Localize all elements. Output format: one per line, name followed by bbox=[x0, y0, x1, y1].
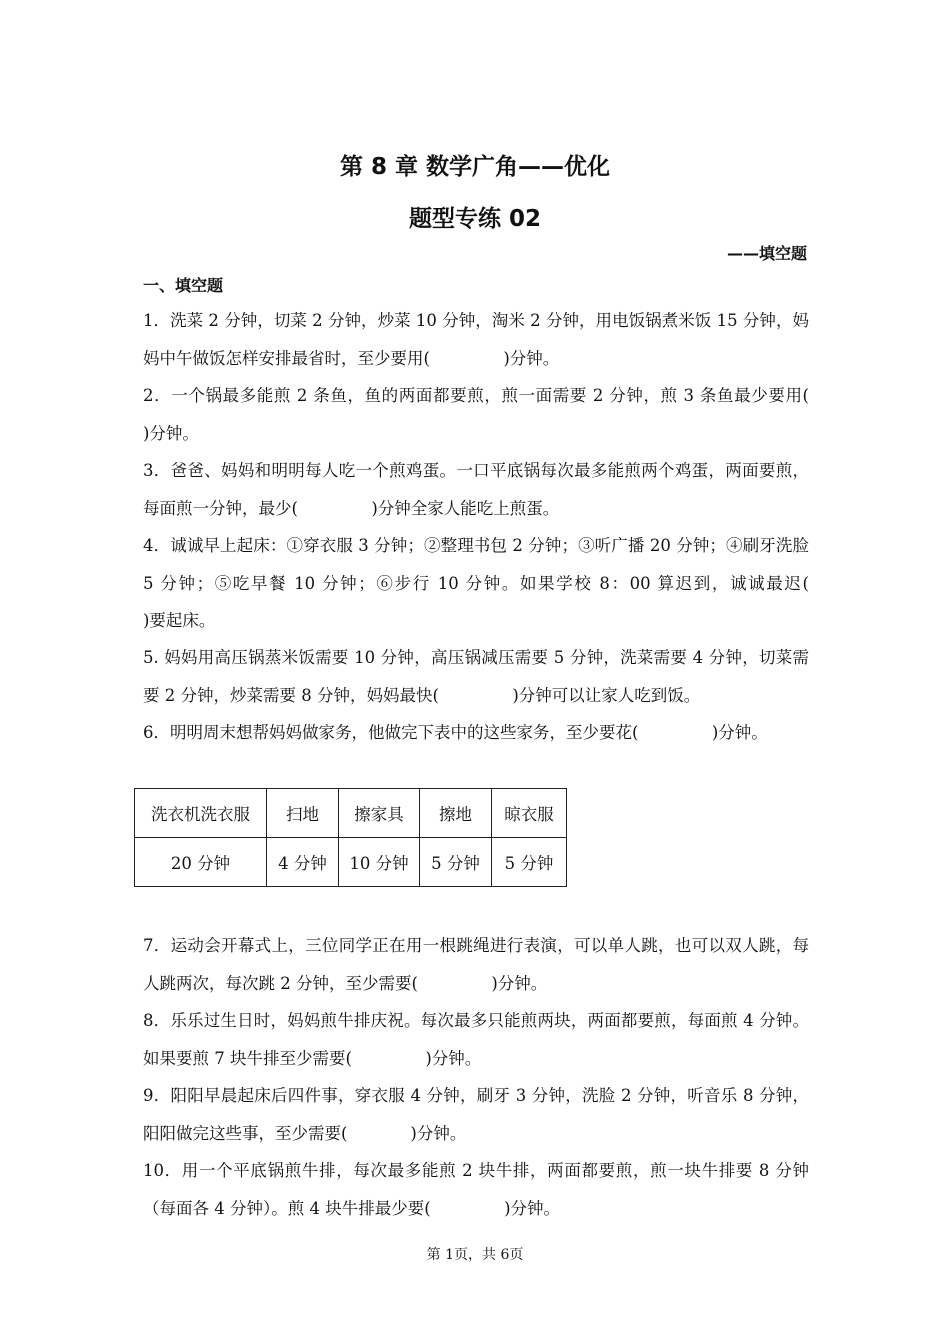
section-heading: 一、填空题 bbox=[143, 276, 224, 295]
table-header-cell: 晾衣服 bbox=[492, 789, 567, 838]
table-cell: 10 分钟 bbox=[339, 838, 420, 887]
question-1: 1．洗菜 2 分钟，切菜 2 分钟，炒菜 10 分钟，淘米 2 分钟，用电饭锅煮米饭 15 分钟，妈妈中午做饭怎样安排最省时，至少要用( )分钟。 bbox=[143, 311, 809, 368]
table-header-row bbox=[135, 789, 567, 838]
chore-table bbox=[134, 788, 567, 887]
page-subtitle: 题型专练 02 bbox=[408, 206, 541, 232]
table-cell: 20 分钟 bbox=[135, 838, 267, 887]
chore-table-wrapper bbox=[134, 788, 567, 887]
question-6: 6．明明周末想帮妈妈做家务，他做完下表中的这些家务，至少要花( )分钟。 bbox=[143, 723, 768, 742]
question-2: 2．一个锅最多能煎 2 条鱼，鱼的两面都要煎，煎一面需要 2 分钟，煎 3 条鱼最少要用( )分钟。 bbox=[143, 386, 872, 443]
table-cell: 5 分钟 bbox=[420, 838, 492, 887]
question-3: 3．爸爸、妈妈和明明每人吃一个煎鸡蛋。一口平底锅每次最多能煎两个鸡蛋，两面要煎，每面煎一分钟，最少( )分钟全家人能吃上煎蛋。 bbox=[143, 461, 809, 518]
table-header-cell: 擦地 bbox=[420, 789, 492, 838]
question-9: 9．阳阳早晨起床后四件事，穿衣服 4 分钟，刷牙 3 分钟，洗脸 2 分钟，听音乐 8 分钟，阳阳做完这些事，至少需要( )分钟。 bbox=[143, 1086, 809, 1143]
question-4: 4．诚诚早上起床：①穿衣服 3 分钟；②整理书包 2 分钟；③听广播 20 分钟；④刷牙洗脸 5 分钟；⑤吃早餐 10 分钟；⑥步行 10 分钟。如果学校 8：00 算迟到，诚诚最迟( )要起床。 bbox=[143, 536, 883, 630]
table-cell: 4 分钟 bbox=[267, 838, 339, 887]
table-cell: 5 分钟 bbox=[492, 838, 567, 887]
question-10: 10．用一个平底锅煎牛排，每次最多能煎 2 块牛排，两面都要煎，煎一块牛排要 8 分钟（每面各 4 分钟）。煎 4 块牛排最少要( )分钟。 bbox=[143, 1161, 809, 1218]
page-footer: 第 1页，共 6页 bbox=[426, 1247, 524, 1263]
table-header-cell: 擦家具 bbox=[339, 789, 420, 838]
question-7: 7．运动会开幕式上，三位同学正在用一根跳绳进行表演，可以单人跳，也可以双人跳，每人跳两次，每次跳 2 分钟，至少需要( )分钟。 bbox=[143, 936, 809, 993]
question-5: 5. 妈妈用高压锅蒸米饭需要 10 分钟，高压锅减压需要 5 分钟，洗菜需要 4 分钟，切菜需要 2 分钟，炒菜需要 8 分钟，妈妈最快( )分钟可以让家人吃到饭。 bbox=[143, 648, 809, 705]
question-type-label: ——填空题 bbox=[726, 244, 807, 263]
question-8: 8．乐乐过生日时，妈妈煎牛排庆祝。每次最多只能煎两块，两面都要煎，每面煎 4 分钟。如果要煎 7 块牛排至少需要( )分钟。 bbox=[143, 1011, 809, 1068]
page-title: 第 8 章 数学广角——优化 bbox=[339, 154, 611, 180]
table-header-cell: 洗衣机洗衣服 bbox=[135, 789, 267, 838]
table-header-cell: 扫地 bbox=[267, 789, 339, 838]
table-row bbox=[135, 838, 567, 887]
